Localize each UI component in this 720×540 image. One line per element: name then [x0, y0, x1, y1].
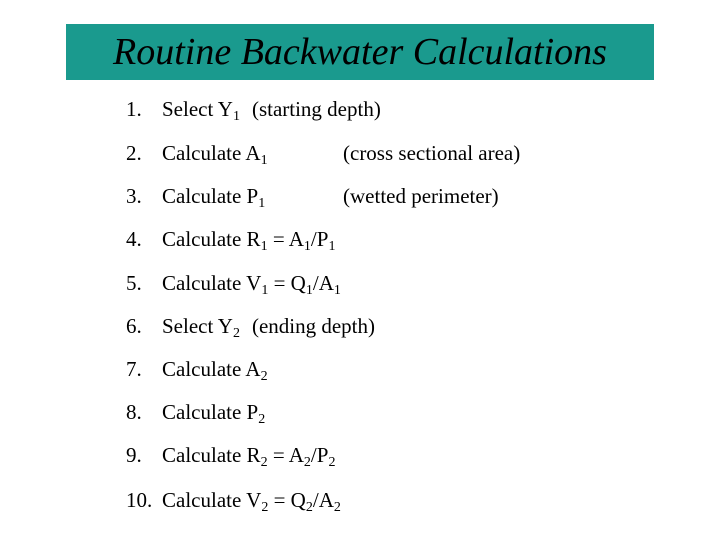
step-subscript: 2	[260, 369, 268, 384]
step-equation: = A	[267, 227, 304, 251]
step-subscript: 1	[261, 283, 269, 298]
step-verb: Calculate P	[162, 400, 259, 424]
step-subscript: 2	[333, 500, 341, 515]
step-subscript: 2	[328, 455, 336, 470]
step-verb: Calculate P	[162, 184, 259, 208]
page-title: Routine Backwater Calculations	[113, 31, 607, 73]
step-verb: Calculate R	[162, 443, 261, 467]
step-subscript: 2	[260, 455, 268, 470]
step-subscript: 2	[305, 500, 313, 515]
step-subscript: 2	[303, 455, 311, 470]
step-number: 9.	[126, 443, 142, 467]
step-verb: Select Y	[162, 314, 233, 338]
step-subscript: 1	[232, 109, 240, 124]
step-item	[126, 227, 336, 254]
step-equation-divisor: /P	[310, 443, 329, 467]
step-verb: Calculate V	[162, 271, 262, 295]
step-subscript: 1	[328, 239, 336, 254]
step-equation-divisor: /P	[310, 227, 329, 251]
step-subscript: 1	[333, 283, 341, 298]
step-item	[126, 184, 266, 211]
step-number: 6.	[126, 314, 142, 338]
step-number: 4.	[126, 227, 142, 251]
step-equation: = Q	[268, 488, 306, 512]
step-item	[126, 271, 341, 298]
step-item	[126, 488, 341, 515]
step-note: (cross sectional area)	[343, 141, 521, 165]
step-equation-divisor: /A	[312, 488, 334, 512]
step-verb: Calculate A	[162, 141, 261, 165]
step-equation: = Q	[268, 271, 306, 295]
step-note: (starting depth)	[251, 97, 381, 121]
step-subscript: 1	[260, 239, 268, 254]
step-subscript: 2	[232, 326, 240, 341]
step-item	[126, 314, 375, 341]
step-verb: Calculate V	[162, 488, 262, 512]
step-verb: Calculate R	[162, 227, 261, 251]
step-subscript: 2	[261, 500, 269, 515]
step-verb: Calculate A	[162, 357, 261, 381]
step-subscript: 1	[305, 283, 313, 298]
step-subscript: 1	[303, 239, 311, 254]
step-item	[126, 97, 381, 124]
step-equation: = A	[267, 443, 304, 467]
step-item	[126, 400, 266, 427]
step-subscript: 1	[260, 153, 268, 168]
step-number: 7.	[126, 357, 142, 381]
step-item	[126, 141, 268, 168]
step-subscript: 2	[258, 412, 266, 427]
step-note: (ending depth)	[251, 314, 375, 338]
step-number: 1.	[126, 97, 142, 121]
step-equation-divisor: /A	[312, 271, 334, 295]
step-item	[126, 357, 268, 384]
step-number: 8.	[126, 400, 142, 424]
step-number: 10.	[126, 488, 153, 512]
step-number: 2.	[126, 141, 142, 165]
step-number: 5.	[126, 271, 142, 295]
step-subscript: 1	[258, 196, 266, 211]
step-number: 3.	[126, 184, 142, 208]
step-verb: Select Y	[162, 97, 233, 121]
step-item	[126, 443, 336, 470]
step-note: (wetted perimeter)	[343, 184, 499, 208]
